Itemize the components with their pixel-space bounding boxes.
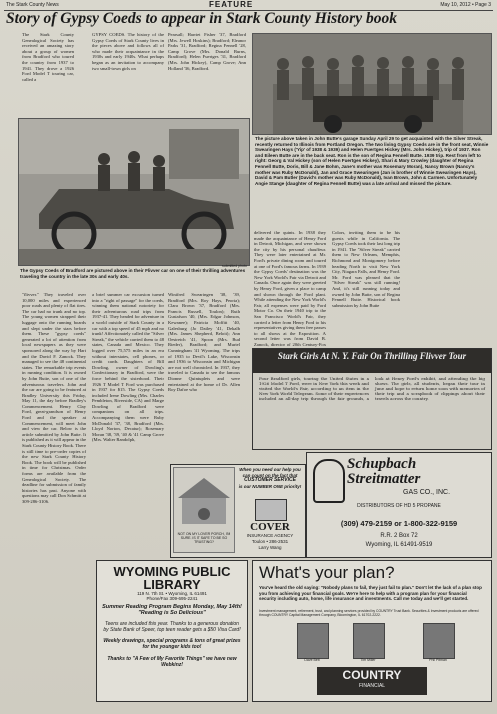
article-col-7: delivered the quints. In 1938 they made the acquaintance of Henry Ford in Detroit, Michigan, and were shown the city by his personal chauffeur. They were later entertained at Mr. Ford's private dining room and toured at one of Ford's famous farms. In 1939 the Gypsy Coeds' destination was the New York World's Fair via Detroit and Canada. Once again they were greeted by Henry Ford, given a place to camp and shown through the Ford plant. While attending the New York World's Fair, all expenses were paid by Ford Motor Co. On their 1940 trip to the San Francisco World's Fair, they carried a letter from Henry Ford to his representatives giving them free passes to all shows at the Exposition. A second letter was from David B. Zanock, director of 20th Century-Fox (254, 230, 326, 347)
agent-name-3: Phil Pitman (429, 658, 447, 662)
group-photo (252, 33, 492, 135)
schupbach-dist: DISTRIBUTORS OF HD 5 PROPANE (357, 503, 441, 509)
headline: Story of Gypsy Coeds to appear in Stark County History book (6, 10, 397, 27)
agent-photo-1 (297, 623, 329, 659)
paper-name: The Stark County News (6, 2, 59, 8)
cover-phone: Toulon • 286-2531 (251, 539, 289, 544)
article-col-1: The Stark County Genealogical Society has received an amazing story about a group of women from Bradford who toured the country from 1937 to 1941. They drove a 1926 Ford Model T touring car, called a (22, 32, 74, 82)
schupbach-addr1: R.R. 2 Box 72 (380, 533, 418, 539)
schupbach-phone: (309) 479-2159 or 1-800-322-9159 (340, 519, 458, 528)
country-fine: Investment management, retirement, trust, and planning services provided by COUNTRY Trust Bank. Securities & Investment products are offered through COUNTRY Capital Management Company, Bloomington, IL 61702-2222. (259, 609, 479, 618)
country-financial-ad (252, 560, 492, 702)
library-l2: "Reading is So Delicious" (138, 610, 206, 616)
country-title: What's your plan? (259, 563, 395, 582)
article-col-8b (404, 230, 490, 342)
library-l5: Thanks to "A Few of My Favorite Things" we have new Webkinz! (107, 656, 237, 668)
newspaper-clipping (252, 348, 492, 450)
cover-q3: is our NUMBER ONE priority! (238, 483, 302, 489)
umbrella-icon (255, 499, 287, 521)
library-name: WYOMING PUBLIC LIBRARY (113, 564, 231, 592)
article-col-6: Winifred Swearingen '38, '39, Bradford (Mrs. Roy Hays, Peoria); Clara Brown '37, Bradford (Mrs. Francis Russell, Toulon); Ruth Gustafson '40, (Mrs. Edgar Johnson, Kewanee); Patricia Moffitt '40, Galesburg (Jo Dailey '41, Dekalb (Mrs. James Shepherd, Beloit); Ann Oestreich '41, Spoon (Mrs. Bud Rieder), Bradford; and Muriel Cunningham '41 Wyoming. The trips of 1935 to Devil's Lake, Wisconsin and 1936 to Wisconsin and Michigan are not well chronicled. In 1937, they traveled to Canada to see the famous Dionne Quintuplets and were entertained at the home of Dr. Allen Roy Dafoe who (168, 292, 240, 393)
country-body: You've heard the old saying: "Nobody plans to fail, they just fail to plan." Don't let the lack of a plan stop you from achieving your financial goals. We're here to help with a program plan for your financial security including auto, home, life insurance and investments. Call me today and we'll get started. (259, 585, 482, 601)
library-l4: Weekly drawings, special programs & tons of great prizes for the younger kids too! (103, 638, 241, 650)
clipping-title: Stark Girls At N. Y. Fair On Thrilling Flivver Tour (253, 349, 491, 373)
flivver-photo (18, 118, 250, 266)
library-ad (96, 560, 248, 702)
article-col-5: a brief summer car excursion turned into a "right of passage" for the coeds, winning them national notoriety for their adventurous road trips from 1937-41. They headed for adventure in a world outside of Stark County in a car with a top speed of 45 mph and no trunk! Affectionately called the "Silver Streak," the vehicle carried them to 48 states, Canada and Mexico. They logged over 75,575 miles in an era without interstates, cell phones, or credit cards. Daughters of Bill Dowling, owner of Dowling's Confectionary in Bradford, were the force behind the sisterhood. Their 1926 T Model T Ford was purchased in 1937 for $15. The Gypsy Coeds included Irene Dowling (Mrs. Charles Pembleton, Riverside, CA) and Marge Dowling of Bradford were companions on all trips. Accompanying them were Ruby McDonald '37, '38, Bradford (Mrs. Lloyd Norton, Decatur); Rosemary Moran '38, '39, '40 & '41 Camp Grove (Mrs. Walter Randolph, (92, 292, 164, 443)
article-col-2: GYPSY COEDS. The history of the Gypsy Coeds of Stark County lives in the pieces above and follows all of who made their acquaintance in the 1930s and early 1940s. What perhaps began as an invitation to accompany two small-town girls on (92, 32, 164, 71)
section-title: FEATURE (209, 0, 254, 9)
schupbach-ad (306, 452, 492, 558)
agent-photo-3 (423, 623, 455, 659)
cover-agent: Larry Wang (258, 545, 282, 550)
photo-credit: submitted photo (222, 264, 247, 268)
cover-insurance-ad (170, 464, 306, 558)
group-photo-caption: The picture above taken in John Butte's garage Sunday April 29 to get acquainted with the Silver Streak, recently returned to Illinois from Portland Oregon. The two living Gypsy Coeds are in the front seat, Winnie Swearingen Hays ('Yip' of 1938 & 1939) and Helen Fuertges Hickey (Mrs. John Hickey), trip of 1937. Ron and Eileen Butte are in the back seat. Ron is the son of Regina Fennell Butte. 1939 trip. Rest from left to right: Georg & Val Hickey (son of Helen Fuertges Hickey), Shari & Mary Crowley (daughter of Regina Fennell Butte, Doris, Bill & Jane Bohm, Jane's mother was Rosemary Moran), Nancy Brown (Nancy's mother was Ruby McDonald), Jan and Grace Swearingen (Jan is brother of Winnie Swearingen Hays), David & Pam Butler (David's mother was Ruby McDonald), Ivan Brown, John & Carmen. Unfortunately Angie Stange (daughter of Regina Fennell Butte) was a late arrival and missed the picture. (255, 136, 489, 186)
page-date: May 10, 2012 • Page 3 (440, 2, 491, 8)
article-col-3: Pearsall; Harriet Fisher '37, Bradford (Mrs. Jewell Hoskins); Bradford; Eleanor Parks '31, Bradford; Regina Fennell '28, Camp Grove (Mrs. Donald Burns, Bradford); Helen Fuertges '31, Bradford (Mrs. John Hickey), Camp Grove; Ann Holland '36, Bradford. (168, 32, 246, 71)
library-l3: Teens are included this year. Thanks to a generous donation by State Bank of Speer, top teen reader gets a $50 Visa Card! (103, 621, 241, 633)
article-col-4: "flivver." They traveled over 10,000 miles and experienced poor roads and plenty of flat tires. The car had no trunk and no top. The young women strapped their luggage onto the running boards and slept under the stars before them. These "gypsy coeds" generated a lot of attention from local newspapers as they were sponsored along the way by Hart and the David F. Zanock. They managed to see the 48 continental states. The remarkable trip events in running condition. It is owned by John Butte, son of one of the adventurous travelers. John and the car are going to be featured at Bradley University this Friday, May 11, the day before Bradley's Commencement. Henry Clay Ford, great-grandson of Henry Ford and the speaker at Commencement, will meet John and view the car. Below is the article submitted by John Butte. It is published as it will appear in the Stark County History Book. There is still time to pre-order copies of the new Stark County History Book. The book will be published in time for Christmas. Order forms are available from the Genealogical Society. The deadline for submission of family histories has past. Anyone with questions may call Don Schmitt at 309-286-3106. (22, 292, 86, 504)
cover-name: COVER (250, 521, 290, 533)
library-addr: 119 N. 7th St. • Wyoming, IL 61491 (137, 591, 207, 596)
schupbach-name: Schupbach Streitmatter (347, 456, 421, 487)
country-brand: COUNTRY (342, 668, 402, 682)
country-brand-sub: FINANCIAL (358, 683, 386, 689)
cover-q2: CUSTOMER SERVICE (244, 477, 296, 483)
cartoon-caption: NOT ON MY LOVER PORCH, I'M SURE. IS IT SAFE TO BE SO TRUSTING? (177, 532, 231, 544)
agent-name-1: Dave Beit (304, 658, 320, 662)
agent-photo-2 (353, 623, 385, 659)
cover-sub: INSURANCE AGENCY (246, 533, 294, 538)
flivver-photo-caption: The Gypsy Coeds of Bradford are pictured above in their Flivver car on one of their thrilling adventures traveling the country in the late 30s and early 40s. (20, 268, 246, 279)
agent-name-2: Tim Miller (360, 658, 376, 662)
cartoon (173, 467, 235, 553)
article-col-8: Colors, inviting them to be his guests while in California. The Gypsy Coeds took their last long trip in 1941. The "Silver Streak" carried them to New Orleans, Memphis, Richmond and Montgomery before heading North to visit New York City, Niagara Falls, and Henry Ford. Mr. Ford was pleased that the "Silver Streak" was still running! And, it's still running today and owned by John Butte, son of Regina Fennell Butte. Historical book submission by John Butte (332, 230, 400, 308)
library-phone: Phone/Fax 309-695-2241 (146, 596, 198, 601)
schupbach-addr2: Wyoming, IL 61491-9519 (365, 542, 433, 548)
clipping-text: Four Bradford girls, touring the United States in a 1926 Model T Ford, were in New York this week and visited the World's Fair, according to an item in the New York World Telegram. Some of their experiences included an all-day trip through the fair grounds, a look at Henry Ford's exhibit, and attending the big shows. The girls, all students, began their tour in June and hope to return home soon with memories of their trip and a scrapbook of clippings about their travels across the country. (259, 376, 485, 401)
country-logo (317, 667, 427, 695)
schupbach-sub: GAS CO., INC. (403, 489, 451, 496)
propane-tank-icon (313, 459, 345, 503)
cover-q1: When you need our help you can count on the fact that (239, 467, 301, 478)
library-l1: Summer Reading Program Begins Monday, May 14th! (102, 604, 242, 610)
